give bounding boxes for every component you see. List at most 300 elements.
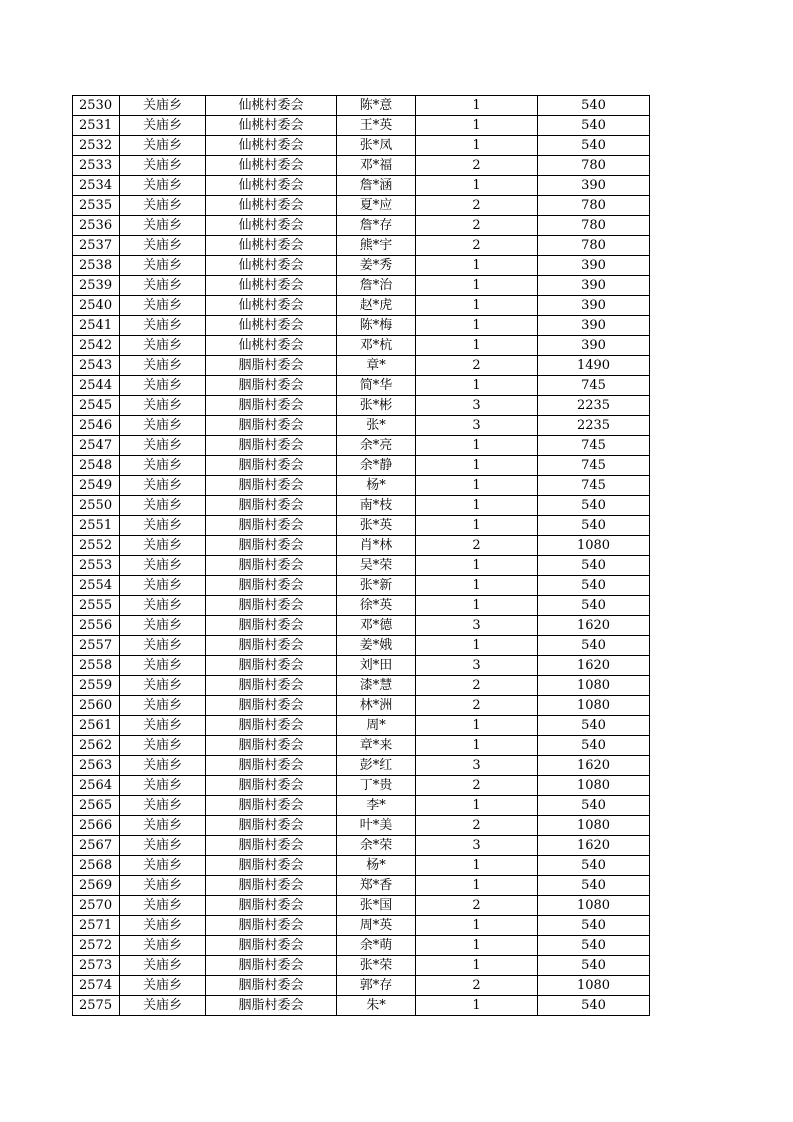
row-number-cell: 2549	[73, 476, 120, 496]
household-count-cell: 1	[416, 456, 538, 476]
name-cell: 赵*虎	[337, 296, 416, 316]
township-cell: 关庙乡	[120, 336, 206, 356]
household-count-cell: 1	[416, 296, 538, 316]
village-committee-cell: 仙桃村委会	[206, 216, 337, 236]
township-cell: 关庙乡	[120, 876, 206, 896]
name-cell: 余*萌	[337, 936, 416, 956]
table-row	[73, 656, 650, 676]
table-row	[73, 796, 650, 816]
name-cell: 邓*杭	[337, 336, 416, 356]
table-row	[73, 816, 650, 836]
table-row	[73, 996, 650, 1016]
amount-cell: 2235	[538, 396, 650, 416]
table-row	[73, 456, 650, 476]
table-row	[73, 216, 650, 236]
township-cell: 关庙乡	[120, 356, 206, 376]
amount-cell: 390	[538, 276, 650, 296]
table-row	[73, 596, 650, 616]
name-cell: 张*新	[337, 576, 416, 596]
amount-cell: 780	[538, 196, 650, 216]
village-committee-cell: 胭脂村委会	[206, 416, 337, 436]
village-committee-cell: 仙桃村委会	[206, 336, 337, 356]
table-row	[73, 476, 650, 496]
table-row	[73, 716, 650, 736]
table-row	[73, 896, 650, 916]
amount-cell: 540	[538, 136, 650, 156]
amount-cell: 540	[538, 736, 650, 756]
household-count-cell: 2	[416, 196, 538, 216]
name-cell: 姜*娥	[337, 636, 416, 656]
household-count-cell: 1	[416, 956, 538, 976]
township-cell: 关庙乡	[120, 636, 206, 656]
amount-cell: 1080	[538, 536, 650, 556]
amount-cell: 390	[538, 256, 650, 276]
name-cell: 姜*秀	[337, 256, 416, 276]
household-count-cell: 2	[416, 156, 538, 176]
household-count-cell: 3	[416, 396, 538, 416]
amount-cell: 540	[538, 956, 650, 976]
village-committee-cell: 胭脂村委会	[206, 756, 337, 776]
household-count-cell: 1	[416, 516, 538, 536]
household-count-cell: 2	[416, 976, 538, 996]
amount-cell: 540	[538, 556, 650, 576]
township-cell: 关庙乡	[120, 456, 206, 476]
amount-cell: 540	[538, 596, 650, 616]
row-number-cell: 2566	[73, 816, 120, 836]
amount-cell: 540	[538, 576, 650, 596]
table-row	[73, 776, 650, 796]
township-cell: 关庙乡	[120, 116, 206, 136]
township-cell: 关庙乡	[120, 156, 206, 176]
row-number-cell: 2542	[73, 336, 120, 356]
row-number-cell: 2533	[73, 156, 120, 176]
village-committee-cell: 胭脂村委会	[206, 836, 337, 856]
village-committee-cell: 胭脂村委会	[206, 456, 337, 476]
township-cell: 关庙乡	[120, 176, 206, 196]
row-number-cell: 2557	[73, 636, 120, 656]
household-count-cell: 1	[416, 176, 538, 196]
table-row	[73, 936, 650, 956]
village-committee-cell: 胭脂村委会	[206, 616, 337, 636]
table-row	[73, 836, 650, 856]
township-cell: 关庙乡	[120, 956, 206, 976]
row-number-cell: 2540	[73, 296, 120, 316]
amount-cell: 540	[538, 116, 650, 136]
township-cell: 关庙乡	[120, 96, 206, 116]
row-number-cell: 2562	[73, 736, 120, 756]
household-count-cell: 1	[416, 336, 538, 356]
amount-cell: 745	[538, 456, 650, 476]
household-count-cell: 1	[416, 576, 538, 596]
household-count-cell: 1	[416, 496, 538, 516]
township-cell: 关庙乡	[120, 396, 206, 416]
row-number-cell: 2544	[73, 376, 120, 396]
row-number-cell: 2545	[73, 396, 120, 416]
table-row	[73, 96, 650, 116]
township-cell: 关庙乡	[120, 776, 206, 796]
row-number-cell: 2532	[73, 136, 120, 156]
table-row	[73, 176, 650, 196]
row-number-cell: 2574	[73, 976, 120, 996]
table-row	[73, 556, 650, 576]
name-cell: 杨*	[337, 476, 416, 496]
township-cell: 关庙乡	[120, 516, 206, 536]
village-committee-cell: 胭脂村委会	[206, 876, 337, 896]
village-committee-cell: 胭脂村委会	[206, 516, 337, 536]
household-count-cell: 3	[416, 656, 538, 676]
table-row	[73, 236, 650, 256]
amount-cell: 390	[538, 176, 650, 196]
household-count-cell: 1	[416, 96, 538, 116]
amount-cell: 540	[538, 936, 650, 956]
name-cell: 章*	[337, 356, 416, 376]
row-number-cell: 2565	[73, 796, 120, 816]
table-row	[73, 256, 650, 276]
table-row	[73, 156, 650, 176]
row-number-cell: 2569	[73, 876, 120, 896]
row-number-cell: 2543	[73, 356, 120, 376]
name-cell: 周*	[337, 716, 416, 736]
amount-cell: 540	[538, 496, 650, 516]
table-row	[73, 416, 650, 436]
village-committee-cell: 胭脂村委会	[206, 856, 337, 876]
row-number-cell: 2571	[73, 916, 120, 936]
village-committee-cell: 仙桃村委会	[206, 196, 337, 216]
row-number-cell: 2568	[73, 856, 120, 876]
village-committee-cell: 仙桃村委会	[206, 236, 337, 256]
row-number-cell: 2539	[73, 276, 120, 296]
amount-cell: 780	[538, 236, 650, 256]
table-row	[73, 196, 650, 216]
village-committee-cell: 胭脂村委会	[206, 356, 337, 376]
row-number-cell: 2537	[73, 236, 120, 256]
village-committee-cell: 胭脂村委会	[206, 816, 337, 836]
household-count-cell: 1	[416, 596, 538, 616]
household-count-cell: 2	[416, 676, 538, 696]
table-row	[73, 516, 650, 536]
household-count-cell: 2	[416, 356, 538, 376]
township-cell: 关庙乡	[120, 376, 206, 396]
township-cell: 关庙乡	[120, 916, 206, 936]
name-cell: 杨*	[337, 856, 416, 876]
name-cell: 熊*宇	[337, 236, 416, 256]
township-cell: 关庙乡	[120, 276, 206, 296]
table-row	[73, 576, 650, 596]
table-row	[73, 756, 650, 776]
data-table	[72, 95, 650, 1016]
village-committee-cell: 胭脂村委会	[206, 436, 337, 456]
village-committee-cell: 胭脂村委会	[206, 656, 337, 676]
row-number-cell: 2555	[73, 596, 120, 616]
village-committee-cell: 仙桃村委会	[206, 96, 337, 116]
name-cell: 李*	[337, 796, 416, 816]
village-committee-cell: 胭脂村委会	[206, 976, 337, 996]
name-cell: 邓*福	[337, 156, 416, 176]
village-committee-cell: 仙桃村委会	[206, 296, 337, 316]
village-committee-cell: 胭脂村委会	[206, 576, 337, 596]
household-count-cell: 1	[416, 316, 538, 336]
name-cell: 郭*存	[337, 976, 416, 996]
amount-cell: 1490	[538, 356, 650, 376]
household-count-cell: 2	[416, 536, 538, 556]
household-count-cell: 1	[416, 796, 538, 816]
name-cell: 夏*应	[337, 196, 416, 216]
township-cell: 关庙乡	[120, 236, 206, 256]
household-count-cell: 2	[416, 816, 538, 836]
row-number-cell: 2560	[73, 696, 120, 716]
row-number-cell: 2561	[73, 716, 120, 736]
name-cell: 林*洲	[337, 696, 416, 716]
row-number-cell: 2535	[73, 196, 120, 216]
name-cell: 邓*德	[337, 616, 416, 636]
amount-cell: 540	[538, 916, 650, 936]
township-cell: 关庙乡	[120, 936, 206, 956]
row-number-cell: 2553	[73, 556, 120, 576]
row-number-cell: 2548	[73, 456, 120, 476]
table-row	[73, 496, 650, 516]
name-cell: 张*彬	[337, 396, 416, 416]
amount-cell: 1080	[538, 816, 650, 836]
township-cell: 关庙乡	[120, 816, 206, 836]
township-cell: 关庙乡	[120, 616, 206, 636]
amount-cell: 745	[538, 376, 650, 396]
village-committee-cell: 胭脂村委会	[206, 736, 337, 756]
township-cell: 关庙乡	[120, 696, 206, 716]
table-row	[73, 116, 650, 136]
township-cell: 关庙乡	[120, 296, 206, 316]
township-cell: 关庙乡	[120, 556, 206, 576]
amount-cell: 540	[538, 796, 650, 816]
row-number-cell: 2573	[73, 956, 120, 976]
amount-cell: 1080	[538, 776, 650, 796]
household-count-cell: 1	[416, 916, 538, 936]
township-cell: 关庙乡	[120, 596, 206, 616]
name-cell: 彭*红	[337, 756, 416, 776]
township-cell: 关庙乡	[120, 196, 206, 216]
village-committee-cell: 仙桃村委会	[206, 156, 337, 176]
name-cell: 陈*梅	[337, 316, 416, 336]
amount-cell: 2235	[538, 416, 650, 436]
row-number-cell: 2536	[73, 216, 120, 236]
township-cell: 关庙乡	[120, 756, 206, 776]
village-committee-cell: 胭脂村委会	[206, 536, 337, 556]
township-cell: 关庙乡	[120, 256, 206, 276]
name-cell: 余*亮	[337, 436, 416, 456]
table-row	[73, 916, 650, 936]
table-row	[73, 276, 650, 296]
amount-cell: 1080	[538, 676, 650, 696]
name-cell: 余*荣	[337, 836, 416, 856]
household-count-cell: 1	[416, 936, 538, 956]
amount-cell: 1080	[538, 896, 650, 916]
name-cell: 陈*意	[337, 96, 416, 116]
name-cell: 简*华	[337, 376, 416, 396]
table-row	[73, 436, 650, 456]
table-row	[73, 696, 650, 716]
household-count-cell: 1	[416, 636, 538, 656]
name-cell: 张*国	[337, 896, 416, 916]
amount-cell: 1620	[538, 836, 650, 856]
village-committee-cell: 胭脂村委会	[206, 716, 337, 736]
row-number-cell: 2541	[73, 316, 120, 336]
row-number-cell: 2547	[73, 436, 120, 456]
household-count-cell: 1	[416, 996, 538, 1016]
table-row	[73, 876, 650, 896]
table-row	[73, 296, 650, 316]
household-count-cell: 1	[416, 136, 538, 156]
amount-cell: 390	[538, 316, 650, 336]
household-count-cell: 3	[416, 756, 538, 776]
name-cell: 肖*林	[337, 536, 416, 556]
household-count-cell: 2	[416, 776, 538, 796]
amount-cell: 1620	[538, 656, 650, 676]
name-cell: 张*凤	[337, 136, 416, 156]
household-count-cell: 2	[416, 696, 538, 716]
household-count-cell: 3	[416, 836, 538, 856]
village-committee-cell: 胭脂村委会	[206, 676, 337, 696]
name-cell: 张*英	[337, 516, 416, 536]
township-cell: 关庙乡	[120, 436, 206, 456]
township-cell: 关庙乡	[120, 576, 206, 596]
village-committee-cell: 仙桃村委会	[206, 276, 337, 296]
township-cell: 关庙乡	[120, 796, 206, 816]
amount-cell: 540	[538, 716, 650, 736]
village-committee-cell: 胭脂村委会	[206, 916, 337, 936]
table-row	[73, 356, 650, 376]
township-cell: 关庙乡	[120, 836, 206, 856]
row-number-cell: 2570	[73, 896, 120, 916]
name-cell: 张*	[337, 416, 416, 436]
row-number-cell: 2552	[73, 536, 120, 556]
row-number-cell: 2572	[73, 936, 120, 956]
village-committee-cell: 胭脂村委会	[206, 776, 337, 796]
village-committee-cell: 胭脂村委会	[206, 396, 337, 416]
amount-cell: 540	[538, 96, 650, 116]
village-committee-cell: 胭脂村委会	[206, 556, 337, 576]
township-cell: 关庙乡	[120, 536, 206, 556]
name-cell: 郑*香	[337, 876, 416, 896]
name-cell: 王*英	[337, 116, 416, 136]
table-row	[73, 316, 650, 336]
village-committee-cell: 胭脂村委会	[206, 476, 337, 496]
household-count-cell: 1	[416, 876, 538, 896]
amount-cell: 1620	[538, 616, 650, 636]
village-committee-cell: 胭脂村委会	[206, 796, 337, 816]
amount-cell: 540	[538, 636, 650, 656]
row-number-cell: 2558	[73, 656, 120, 676]
township-cell: 关庙乡	[120, 716, 206, 736]
household-count-cell: 1	[416, 376, 538, 396]
household-count-cell: 1	[416, 856, 538, 876]
township-cell: 关庙乡	[120, 896, 206, 916]
row-number-cell: 2550	[73, 496, 120, 516]
village-committee-cell: 胭脂村委会	[206, 596, 337, 616]
table-row	[73, 636, 650, 656]
row-number-cell: 2556	[73, 616, 120, 636]
amount-cell: 1620	[538, 756, 650, 776]
township-cell: 关庙乡	[120, 136, 206, 156]
row-number-cell: 2531	[73, 116, 120, 136]
row-number-cell: 2551	[73, 516, 120, 536]
household-count-cell: 1	[416, 736, 538, 756]
township-cell: 关庙乡	[120, 856, 206, 876]
amount-cell: 540	[538, 516, 650, 536]
name-cell: 詹*涵	[337, 176, 416, 196]
village-committee-cell: 胭脂村委会	[206, 936, 337, 956]
table-row	[73, 736, 650, 756]
row-number-cell: 2546	[73, 416, 120, 436]
amount-cell: 745	[538, 436, 650, 456]
name-cell: 余*静	[337, 456, 416, 476]
table-row	[73, 136, 650, 156]
name-cell: 南*枝	[337, 496, 416, 516]
name-cell: 张*荣	[337, 956, 416, 976]
name-cell: 刘*田	[337, 656, 416, 676]
village-committee-cell: 胭脂村委会	[206, 376, 337, 396]
name-cell: 徐*英	[337, 596, 416, 616]
amount-cell: 540	[538, 856, 650, 876]
amount-cell: 540	[538, 996, 650, 1016]
amount-cell: 540	[538, 876, 650, 896]
village-committee-cell: 仙桃村委会	[206, 136, 337, 156]
row-number-cell: 2559	[73, 676, 120, 696]
village-committee-cell: 仙桃村委会	[206, 316, 337, 336]
table-row	[73, 676, 650, 696]
household-count-cell: 2	[416, 236, 538, 256]
row-number-cell: 2530	[73, 96, 120, 116]
village-committee-cell: 仙桃村委会	[206, 256, 337, 276]
household-count-cell: 1	[416, 436, 538, 456]
amount-cell: 1080	[538, 976, 650, 996]
township-cell: 关庙乡	[120, 976, 206, 996]
row-number-cell: 2564	[73, 776, 120, 796]
row-number-cell: 2538	[73, 256, 120, 276]
row-number-cell: 2563	[73, 756, 120, 776]
name-cell: 丁*贵	[337, 776, 416, 796]
township-cell: 关庙乡	[120, 656, 206, 676]
amount-cell: 780	[538, 156, 650, 176]
table-row	[73, 396, 650, 416]
table-row	[73, 336, 650, 356]
household-count-cell: 1	[416, 556, 538, 576]
row-number-cell: 2534	[73, 176, 120, 196]
township-cell: 关庙乡	[120, 736, 206, 756]
village-committee-cell: 仙桃村委会	[206, 176, 337, 196]
row-number-cell: 2575	[73, 996, 120, 1016]
village-committee-cell: 胭脂村委会	[206, 496, 337, 516]
name-cell: 吴*荣	[337, 556, 416, 576]
township-cell: 关庙乡	[120, 316, 206, 336]
table-row	[73, 856, 650, 876]
household-count-cell: 1	[416, 116, 538, 136]
name-cell: 周*英	[337, 916, 416, 936]
household-count-cell: 2	[416, 896, 538, 916]
data-table-body	[73, 96, 650, 1016]
name-cell: 叶*美	[337, 816, 416, 836]
row-number-cell: 2554	[73, 576, 120, 596]
name-cell: 詹*存	[337, 216, 416, 236]
household-count-cell: 2	[416, 216, 538, 236]
village-committee-cell: 胭脂村委会	[206, 636, 337, 656]
household-count-cell: 1	[416, 476, 538, 496]
amount-cell: 745	[538, 476, 650, 496]
household-count-cell: 3	[416, 616, 538, 636]
table-row	[73, 976, 650, 996]
table-row	[73, 616, 650, 636]
amount-cell: 780	[538, 216, 650, 236]
household-count-cell: 1	[416, 276, 538, 296]
amount-cell: 390	[538, 296, 650, 316]
